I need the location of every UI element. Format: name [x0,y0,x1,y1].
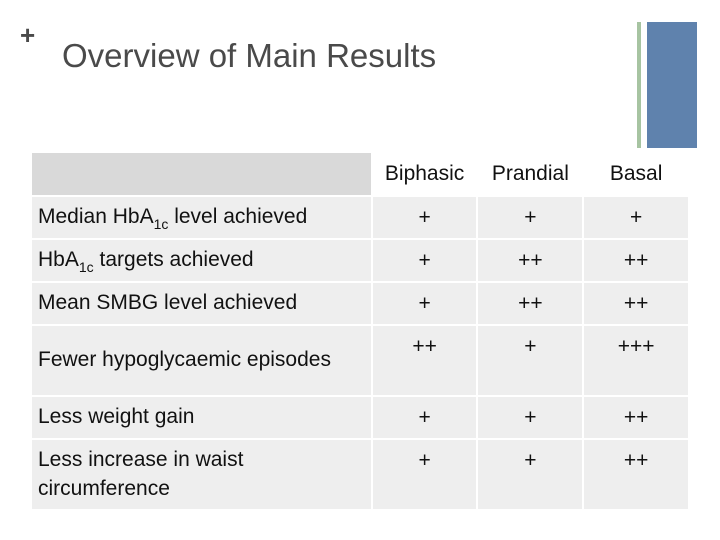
decorative-thin-bar [637,22,641,148]
table-cell: ++ [584,240,688,281]
table-header-row [32,153,688,195]
row-label: Fewer hypoglycaemic episodes [32,326,371,395]
table-cell: + [373,197,477,238]
corner-plus-mark: + [20,20,36,50]
row-label-text: level achieved [168,205,308,229]
row-label [32,197,371,238]
column-header-biphasic: Biphasic [373,153,477,195]
table-cell: + [478,440,582,509]
row-label-text: A [139,205,154,229]
column-header-prandial: Prandial [478,153,582,195]
table-cell: + [478,326,582,395]
table-cell: + [373,240,477,281]
table-row [32,283,688,324]
table-cell: ++ [373,326,477,395]
row-label [32,240,371,281]
row-label: Mean SMBG level achieved [32,283,371,324]
decorative-blue-bar [647,22,697,148]
row-label-subscript: 1c [153,216,169,233]
table-cell: ++ [584,397,688,438]
slide-title: Overview of Main Results [62,37,437,74]
table-row [32,440,688,509]
row-label-text: targets achieved [93,248,254,272]
table-row [32,397,688,438]
table-cell: ++ [478,283,582,324]
table-row [32,240,688,281]
table-cell: + [373,440,477,509]
table-cell: ++ [478,240,582,281]
table-cell: ++ [584,440,688,509]
row-label: Less increase in waist circumference [32,440,371,509]
row-label: Less weight gain [32,397,371,438]
table-cell: + [478,197,582,238]
table-cell: + [373,397,477,438]
table-cell: + [373,283,477,324]
row-label-text: Median Hb [38,205,140,229]
table-row [32,326,688,395]
header-blank-cell [32,153,371,195]
column-header-basal: Basal [584,153,688,195]
table-cell: + [478,397,582,438]
table-cell: + [584,197,688,238]
table-cell: +++ [584,326,688,395]
table-cell: ++ [584,283,688,324]
row-label-text: Hb [38,248,65,272]
row-label-subscript: 1c [78,259,94,276]
table-row [32,197,688,238]
results-table [30,151,690,511]
row-label-text: A [64,248,79,272]
